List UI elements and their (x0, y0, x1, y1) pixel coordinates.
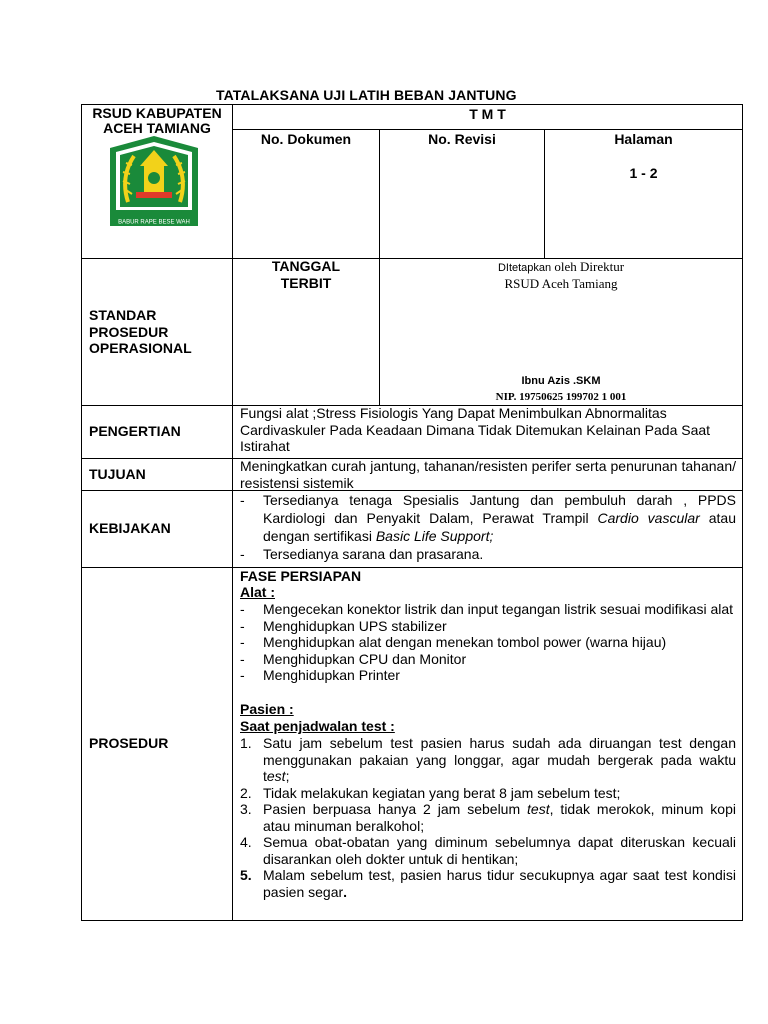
halaman-label: Halaman (614, 131, 673, 147)
tanggal-line2: TERBIT (280, 274, 332, 291)
list-marker: - (240, 634, 245, 650)
step1-text-c: ; (285, 768, 290, 784)
list-marker: - (240, 601, 245, 617)
prosedur-label: PROSEDUR (89, 735, 169, 751)
ditetapkan-rsud: RSUD Aceh Tamiang (504, 276, 618, 291)
alat-item (240, 667, 736, 684)
tanggal-terbit-label (233, 258, 379, 291)
tanggal-line1: TANGGAL (271, 258, 341, 274)
step-number: 3. (240, 801, 252, 817)
pengertian-text: Fungsi alat ;Stress Fisiologis Yang Dapat Menimbulkan Abnormalitas Cardivaskuler Pada Keadaan Dimana Tidak Ditemukan Kelainan Pada Saat Istirahat (240, 405, 711, 454)
alat-item-text: Mengecekan konektor listrik dan input tegangan listrik sesuai modifikasi alat (263, 601, 734, 617)
signer-nip: NIP. 19750625 199702 1 001 (495, 391, 627, 403)
kebijakan-item1-italic1: Cardio vascular (597, 510, 700, 526)
list-marker: - (240, 667, 245, 683)
step-number: 1. (240, 735, 252, 751)
step4-text: Semua obat-obatan yang diminum sebelumnya dapat diteruskan kecuali disarankan oleh dokter untuk di hentikan; (263, 834, 736, 867)
alat-list (240, 601, 736, 684)
institution-line2: ACEH TAMIANG (103, 120, 211, 136)
kebijakan-label: KEBIJAKAN (89, 520, 171, 536)
kebijakan-item2-text: Tersedianya sarana dan prasarana. (263, 546, 484, 562)
ditetapkan-line (380, 259, 742, 276)
institution-line1: RSUD KABUPATEN (92, 105, 222, 121)
ditetapkan-prefix: DItetapkan (497, 262, 552, 274)
kebijakan-item (240, 545, 736, 563)
ditetapkan-block (380, 259, 742, 292)
saat-penjadwalan-heading (240, 718, 395, 735)
kebijakan-item1-italic2: Basic Life Support; (375, 528, 494, 544)
prosedur-step (240, 785, 736, 802)
pengertian-label: PENGERTIAN (89, 423, 181, 439)
list-marker: - (240, 650, 245, 667)
kebijakan-list (240, 491, 736, 563)
kebijakan-item1-text2: atau dengan sertifikasi (263, 510, 736, 544)
fase-heading: FASE PERSIAPAN (240, 568, 362, 584)
kebijakan-item (240, 491, 736, 545)
ditetapkan-rest: oleh Direktur (551, 259, 625, 274)
sop-label-line3: OPERASIONAL (89, 340, 192, 356)
logo-banner-text: BABUR RAPE BESE WAH (118, 219, 190, 226)
kebijakan-item1-text: Tersedianya tenaga Spesialis Jantung dan pembuluh darah , PPDS Kardiologi dan Penyakit Dalam, Perawat Trampil (263, 492, 736, 526)
alat-item (240, 618, 736, 635)
step-number: 5. (240, 867, 252, 883)
prosedur-step (240, 867, 736, 900)
step3-text-b: test (527, 801, 550, 817)
alat-item-text: Menghidupkan alat dengan menekan tombol power (warna hijau) (263, 634, 667, 650)
alat-item (240, 634, 736, 651)
list-marker: - (240, 546, 245, 562)
step5-text-b: . (343, 883, 348, 900)
alat-heading: Alat : (240, 584, 275, 600)
no-revisi-label: No. Revisi (428, 131, 496, 147)
pasien-heading: Pasien : (240, 701, 294, 717)
sop-label-line1: STANDAR (89, 307, 157, 323)
prosedur-step (240, 801, 736, 834)
step-number: 4. (240, 834, 252, 850)
alat-item-text: Menghidupkan CPU dan Monitor (263, 650, 467, 667)
list-marker: - (240, 492, 245, 508)
prosedur-step (240, 735, 736, 785)
alat-item (240, 651, 736, 668)
list-marker: - (240, 617, 245, 634)
alat-item (240, 601, 736, 618)
tmt-label: T M T (469, 106, 506, 122)
step1-text-a: Satu jam sebelum test pasien harus sudah ada diruangan test dengan menggunakan pakaian yang longgar, agar mudah bergerak pada waktu t (263, 735, 736, 784)
no-dokumen-label: No. Dokumen (260, 131, 352, 147)
alat-item-text: Menghidupkan UPS stabilizer (263, 617, 447, 634)
step-number: 2. (240, 784, 252, 801)
prosedur-steps (240, 735, 736, 900)
step3-text-c: , tidak merokok, minum kopi atau minuman beralkohol; (263, 801, 736, 834)
prosedur-step (240, 834, 736, 867)
tujuan-label: TUJUAN (89, 466, 146, 482)
saat-heading-text: Saat penjadwalan test : (240, 718, 395, 734)
document-title: TATALAKSANA UJI LATIH BEBAN JANTUNG (216, 87, 517, 103)
sop-label-line2: PROSEDUR (89, 323, 169, 340)
signer-name: Ibnu Azis .SKM (521, 375, 601, 387)
alat-item-text: Menghidupkan Printer (263, 667, 400, 683)
tujuan-text: Meningkatkan curah jantung, tahanan/resisten perifer serta penurunan tahanan/ resistensi sistemik (240, 458, 736, 491)
halaman-value: 1 - 2 (629, 165, 658, 181)
rsud-logo-emblem (106, 132, 202, 228)
step1-text-b: est (266, 768, 286, 784)
step5-text-a: Malam sebelum test, pasien harus tidur secukupnya agar saat test kondisi pasien segar (263, 867, 736, 900)
step3-text-a: Pasien berpuasa hanya 2 jam sebelum (263, 801, 528, 817)
sop-label (89, 307, 229, 357)
step2-text: Tidak melakukan kegiatan yang berat 8 jam sebelum test; (263, 784, 621, 801)
